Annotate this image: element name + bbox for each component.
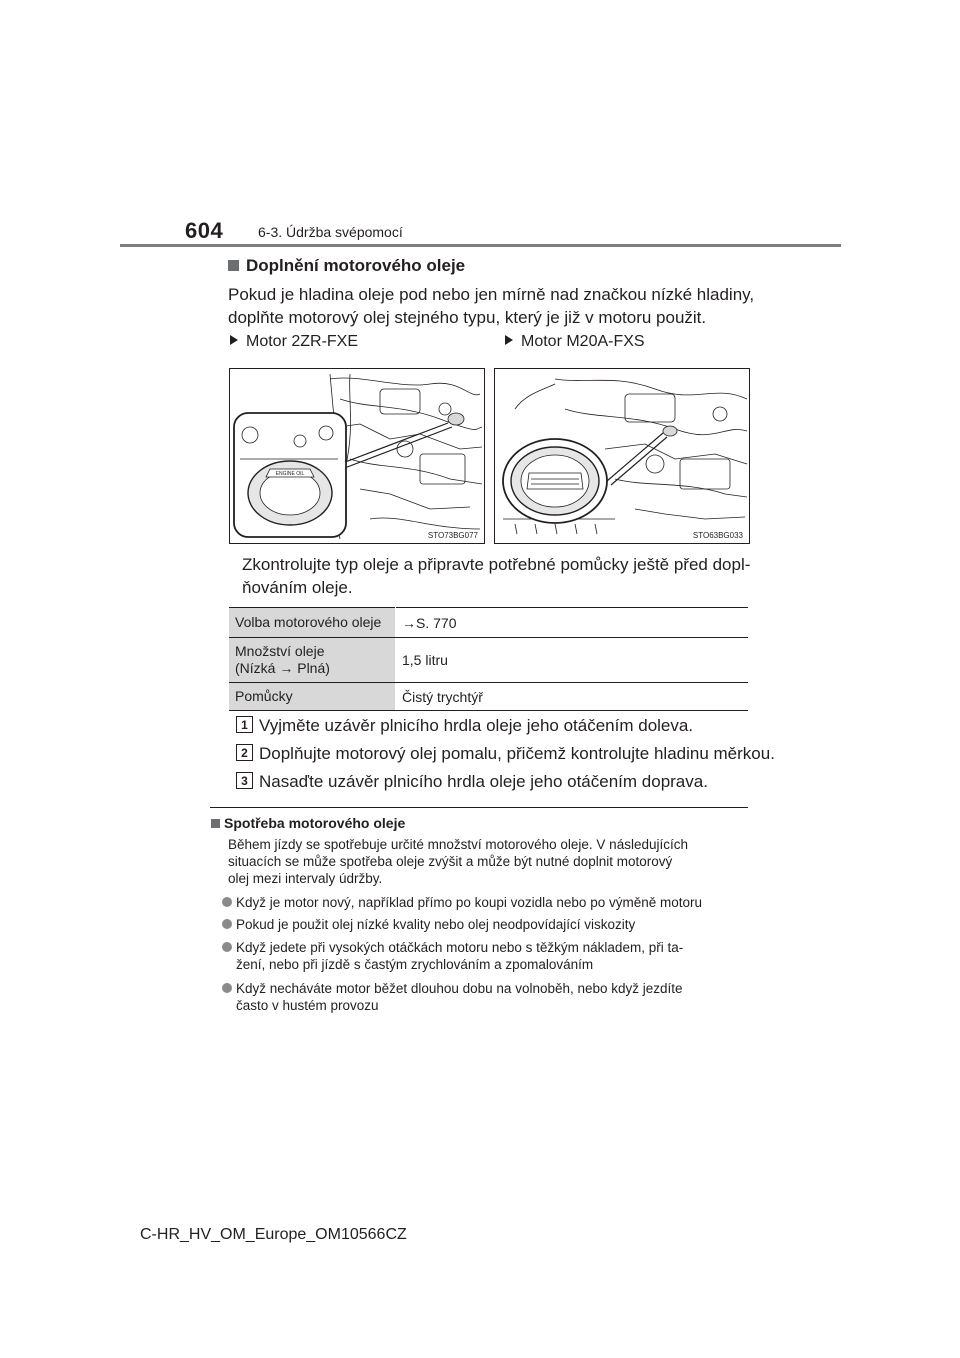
spec-table — [229, 607, 748, 711]
bullet-dot-icon — [222, 942, 232, 952]
step-number: 1 — [236, 716, 253, 733]
step-3: 3 Nasaďte uzávěr plnicího hrdla oleje jeho otáčením doprava. — [236, 772, 708, 792]
table-row — [229, 683, 748, 711]
engine-illustration-m20a — [494, 368, 750, 544]
bullet-dot-icon — [222, 897, 232, 907]
bullet-dot-icon — [222, 983, 232, 993]
square-bullet-icon — [228, 260, 239, 271]
section-intro: Pokud je hladina oleje pod nebo jen mírně nad značkou nízké hladiny, doplňte motorový olej stejného typu, který je již v motoru použit. — [228, 285, 755, 327]
list-item: Když jedete při vysokých otáčkách motoru nebo s těžkým nákladem, při ta- žení, nebo při jízdě s častým zrychlováním a zpomalováním — [222, 939, 766, 973]
engine-bay-drawing — [230, 369, 484, 543]
table-label: Množství oleje (Nízká → Plná) — [229, 638, 396, 683]
table-label: Volba motorového oleje — [229, 608, 396, 638]
table-value: →S. 770 — [396, 608, 749, 638]
square-bullet-icon — [211, 819, 220, 828]
bullet-dot-icon — [222, 919, 232, 929]
table-value: Čistý trychtýř — [396, 683, 749, 711]
header-divider — [120, 244, 841, 247]
chapter-title: 6-3. Údržba svépomocí — [258, 224, 403, 240]
cap-label: ENGINE OIL — [275, 471, 305, 477]
triangle-bullet-icon — [230, 335, 238, 345]
page-number: 604 — [185, 218, 224, 243]
engine-label-2: Motor M20A-FXS — [505, 333, 645, 351]
list-item: Pokud je použit olej nízké kvality nebo olej neodpovídající viskozity — [222, 916, 766, 933]
engine-illustration-2zr — [229, 368, 485, 544]
engine-bay-drawing — [495, 369, 749, 543]
triangle-bullet-icon — [505, 335, 513, 345]
check-instruction: Zkontrolujte typ oleje a připravte potřebné pomůcky ještě před dopl- ňováním oleje. — [242, 555, 751, 597]
note-heading: Spotřeba motorového oleje — [211, 815, 405, 831]
list-item: Když je motor nový, například přímo po koupi vozidla nebo po výměně motoru — [222, 894, 766, 911]
note-divider — [210, 807, 748, 808]
table-row — [229, 638, 748, 683]
table-label: Pomůcky — [229, 683, 396, 711]
step-number: 3 — [236, 772, 253, 789]
image-code: STO73BG077 — [427, 531, 478, 540]
section-heading: Doplnění motorového oleje — [228, 256, 465, 276]
step-number: 2 — [236, 744, 253, 761]
step-1: 1 Vyjměte uzávěr plnicího hrdla oleje jeho otáčením doleva. — [236, 716, 693, 736]
table-value: 1,5 litru — [396, 638, 749, 683]
table-row — [229, 608, 748, 638]
step-2: 2 Doplňujte motorový olej pomalu, přičemž kontrolujte hladinu měrkou. — [236, 744, 775, 764]
engine-label-1: Motor 2ZR-FXE — [230, 333, 358, 351]
list-item: Když necháváte motor běžet dlouhou dobu na volnoběh, nebo když jezdíte často v hustém provozu — [222, 980, 766, 1014]
image-code: STO63BG033 — [692, 531, 743, 540]
note-text: Během jízdy se spotřebuje určité množství motorového oleje. V následujících situacích se může spotřeba oleje zvýšit a může být nutné doplnit motorový olej mezi intervaly údržby. — [228, 837, 688, 886]
document-id-footer: C-HR_HV_OM_Europe_OM10566CZ — [140, 1226, 407, 1243]
